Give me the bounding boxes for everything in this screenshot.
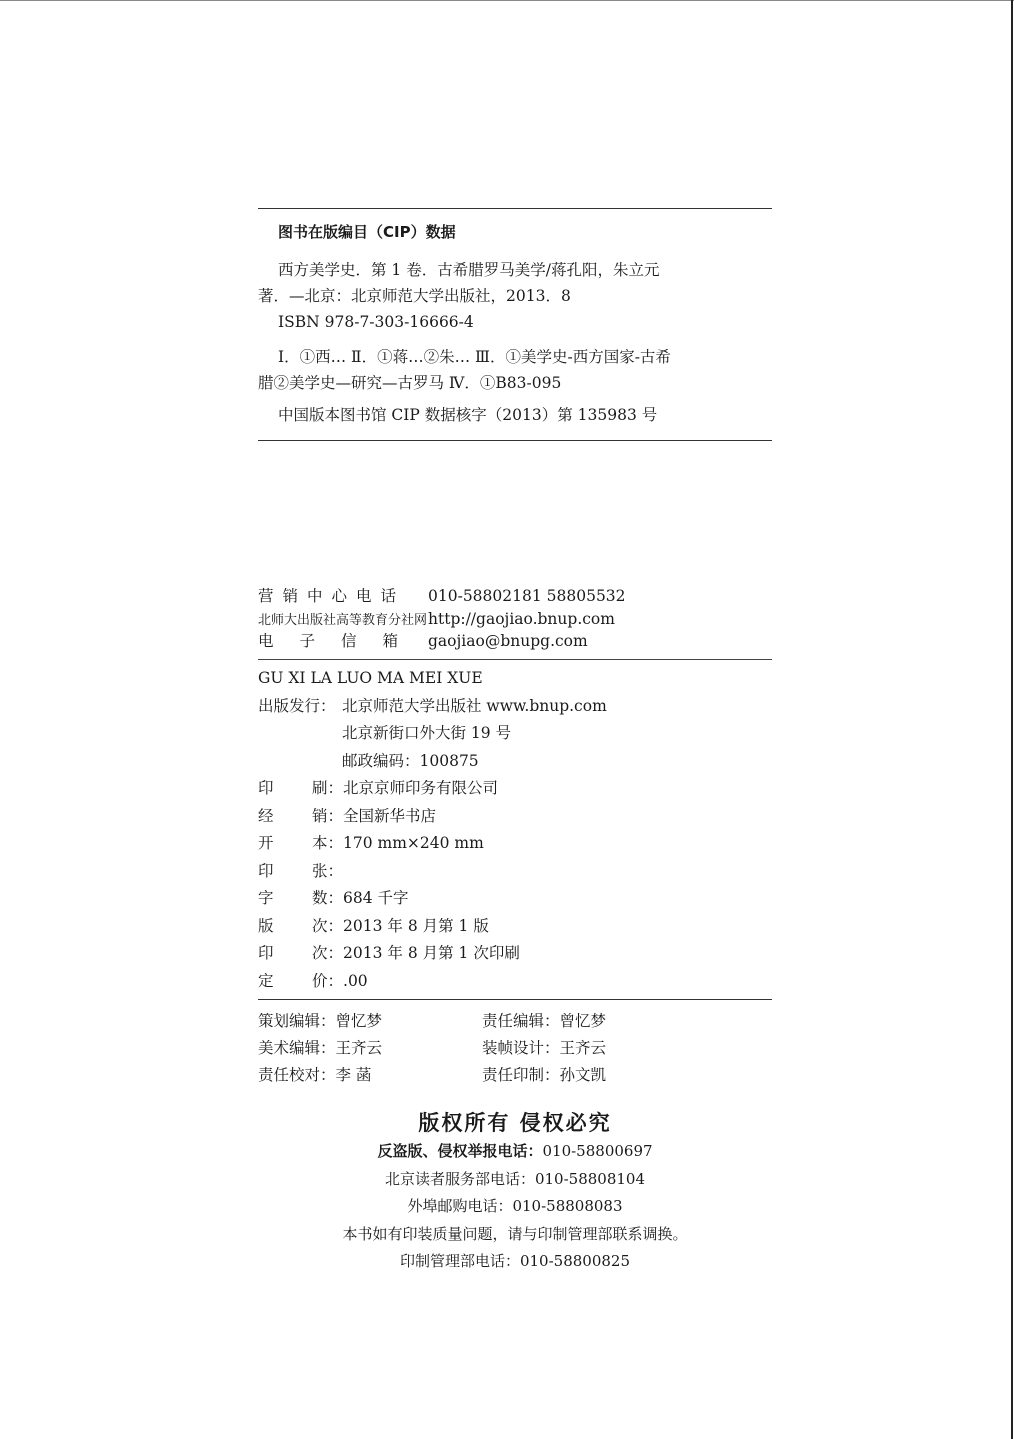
field-key1: 印: [258, 861, 274, 880]
email-label: 电子信箱: [258, 632, 425, 650]
field-key1: 印: [258, 779, 274, 797]
field-row: [258, 775, 607, 803]
field-value: 684 千字: [343, 889, 409, 907]
reader-service: 北京读者服务部电话：010-58808104: [384, 1169, 646, 1188]
field-key1: 字: [258, 889, 274, 907]
field-row: [258, 885, 607, 913]
page-right-edge: [1011, 0, 1013, 1439]
publication-top-rule: [258, 659, 772, 660]
cip-title-line1: 西方美学史．第 1 卷．古希腊罗马美学/蒋孔阳，朱立元: [278, 261, 660, 279]
field-value: 170 mm×240 mm: [343, 834, 484, 852]
postcode-row: [258, 748, 607, 776]
field-key2: 本：: [312, 834, 344, 852]
contact-block: [258, 585, 626, 653]
staff-row: [258, 1035, 606, 1062]
field-key2: 张：: [312, 861, 344, 880]
address: 北京新街口外大街 19 号: [342, 724, 512, 742]
pinyin-title: GU XI LA LUO MA MEI XUE: [258, 669, 483, 687]
field-value: 2013 年 8 月第 1 版: [343, 916, 489, 935]
web-label: 北师大出版社高等教育分社网: [258, 612, 428, 628]
copyright-title: 版权所有 侵权必究: [418, 1111, 612, 1135]
cip-number: 中国版本图书馆 CIP 数据核字（2013）第 135983 号: [278, 406, 658, 424]
field-key2: 次：: [312, 944, 344, 962]
publisher-value: 北京师范大学出版社 www.bnup.com: [342, 696, 607, 715]
cip-bottom-rule: [258, 440, 772, 441]
field-value: 2013 年 8 月第 1 次印刷: [343, 944, 520, 962]
staff-left: 责任校对：李 菡: [258, 1066, 372, 1084]
staff-row: [258, 1008, 606, 1035]
cip-class-line1: Ⅰ．①西… Ⅱ．①蒋…②朱… Ⅲ．①美学史-西方国家-古希: [278, 348, 671, 366]
address-row: [258, 720, 607, 748]
print-dept: 印制管理部电话：010-58800825: [399, 1252, 631, 1270]
page-top-edge: [0, 0, 1014, 1]
field-key1: 开: [258, 834, 274, 852]
staff-row: [258, 1062, 606, 1089]
field-value: .00: [343, 971, 368, 990]
field-row: [258, 830, 607, 858]
cip-title-line2: 著．—北京：北京师范大学出版社，2013．8: [258, 287, 571, 305]
copyright-block: [258, 1108, 772, 1276]
field-value: 北京京师印务有限公司: [343, 779, 499, 797]
field-row: [258, 803, 607, 831]
staff-top-rule: [258, 999, 772, 1000]
postcode: 邮政编码：100875: [342, 751, 479, 770]
mail-order: 外埠邮购电话：010-58808083: [407, 1197, 623, 1215]
staff-right: 装帧设计：王齐云: [482, 1039, 607, 1057]
staff-left: 策划编辑：曾忆梦: [258, 1012, 383, 1030]
field-key2: 次：: [312, 916, 344, 935]
field-key2: 刷：: [312, 779, 344, 797]
field-row: [258, 913, 607, 941]
piracy-row: [258, 1138, 772, 1166]
piracy-phone: 010-58800697: [542, 1142, 653, 1160]
field-row: [258, 940, 607, 968]
email-row: [258, 630, 626, 653]
publication-block: [258, 665, 607, 995]
field-key1: 版: [258, 916, 274, 935]
field-key2: 价：: [312, 971, 344, 990]
staff-right: 责任印制：孙文凯: [482, 1066, 607, 1084]
field-key2: 销：: [312, 806, 344, 825]
cip-isbn: ISBN 978-7-303-16666-4: [278, 313, 474, 331]
web-value: http://gaojiao.bnup.com: [428, 609, 615, 628]
field-row: [258, 858, 607, 886]
sales-value: 010-58802181 58805532: [428, 587, 626, 605]
cip-class-line2: 腊②美学史—研究—古罗马 Ⅳ．①B83-095: [258, 374, 562, 392]
staff-left: 美术编辑：王齐云: [258, 1039, 383, 1057]
sales-row: [258, 585, 626, 608]
cip-classification: [258, 344, 772, 396]
sales-label: 营销中心电话: [258, 587, 406, 605]
cip-number-block: [258, 402, 772, 428]
web-row: [258, 608, 626, 631]
cip-heading: 图书在版编目（CIP）数据: [278, 223, 456, 241]
cip-top-rule: [258, 208, 772, 209]
publisher-label: 出版发行：: [258, 696, 336, 715]
email-value: gaojiao@bnupg.com: [428, 632, 588, 650]
field-key1: 经: [258, 806, 274, 825]
staff-right: 责任编辑：曾忆梦: [482, 1012, 607, 1030]
piracy-label: 反盗版、侵权举报电话：: [377, 1142, 543, 1160]
field-value: 全国新华书店: [343, 806, 437, 825]
quality-note: 本书如有印装质量问题，请与印制管理部联系调换。: [342, 1224, 688, 1243]
cip-block: [258, 208, 772, 428]
field-row: [258, 968, 607, 996]
staff-block: [258, 1008, 606, 1089]
field-key1: 印: [258, 944, 274, 962]
field-key2: 数：: [312, 889, 344, 907]
cip-title-block: [258, 257, 772, 335]
publisher-row: [258, 693, 607, 721]
field-key1: 定: [258, 971, 274, 990]
